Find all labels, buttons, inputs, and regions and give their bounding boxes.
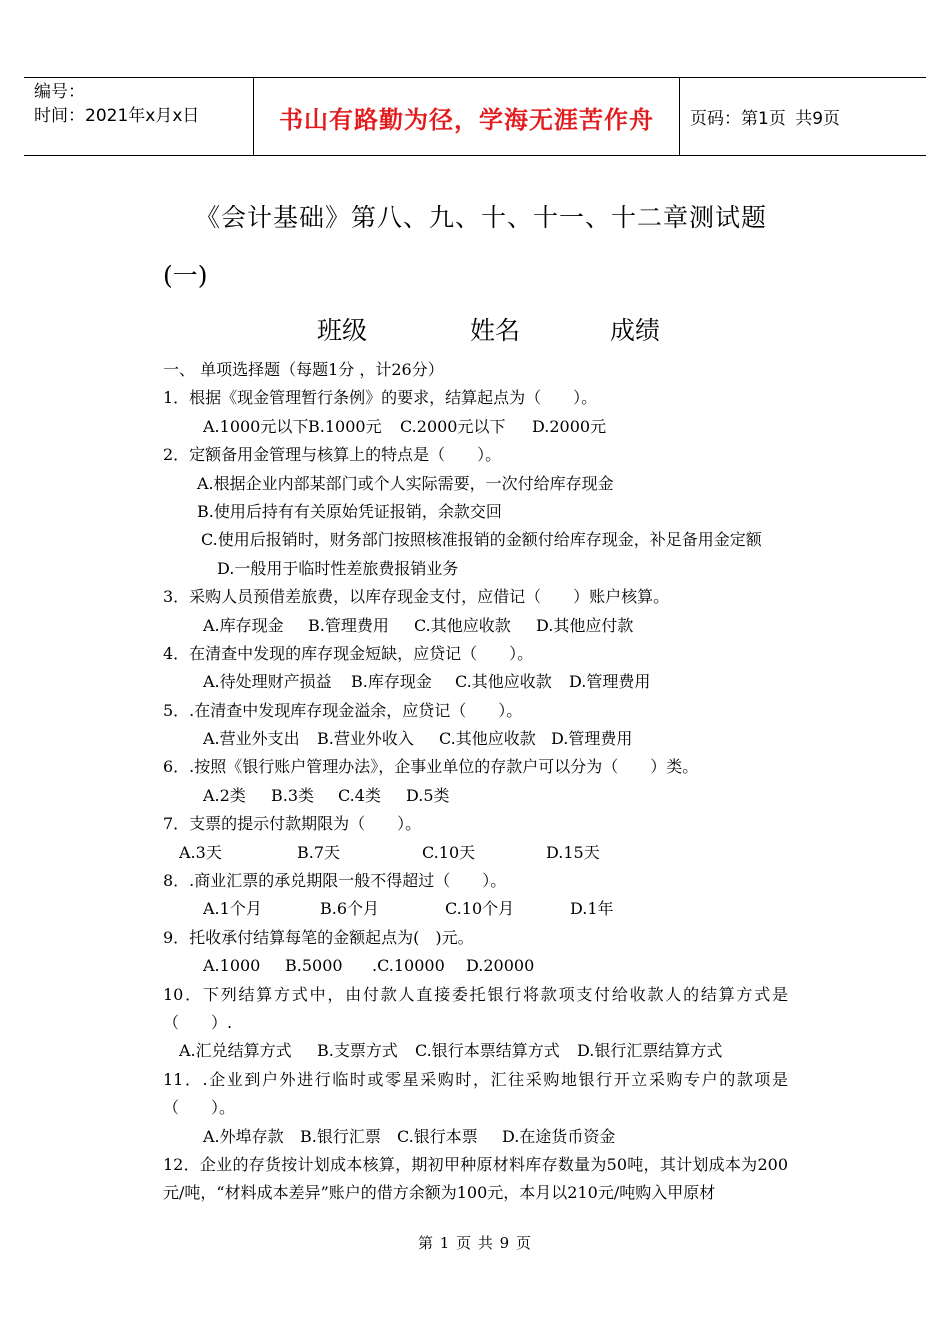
question-8: 8．.商业汇票的承兑期限一般不得超过（ ）。: [163, 871, 507, 891]
question-9-options: [163, 952, 788, 980]
option-a: A.1000元以下: [203, 416, 309, 436]
header-bottom-rule: [24, 155, 926, 156]
document-subtitle: (一): [163, 261, 208, 290]
option-a: A.汇兑结算方式: [179, 1041, 292, 1061]
question-2-option-a: A.根据企业内部某部门或个人实际需要，一次付给库存现金: [197, 473, 614, 493]
header-motto: 书山有路勤为径，学海无涯苦作舟: [279, 106, 654, 134]
option-a: A.1个月: [203, 899, 262, 919]
question-7-options: [163, 839, 788, 867]
option-c: C.10个月: [445, 899, 515, 919]
question-list: [163, 356, 788, 1208]
option-c: C.2000元以下: [400, 416, 506, 436]
option-a: A.营业外支出: [203, 729, 300, 749]
question-2-option-d: D.一般用于临时性差旅费报销业务: [217, 558, 459, 578]
class-label: 班级: [317, 316, 368, 345]
question-1: 1．根据《现金管理暂行条例》的要求，结算起点为（ ）。: [163, 388, 598, 408]
question-1-options: [163, 413, 788, 441]
option-a: A.1000: [203, 956, 261, 976]
option-a: A.库存现金: [203, 615, 284, 635]
option-b: B.3类: [271, 785, 315, 805]
header-top-rule: [24, 77, 926, 78]
question-3: 3．采购人员预借差旅费，以库存现金支付，应借记（ ）账户核算。: [163, 587, 670, 607]
question-6-options: [163, 782, 788, 810]
option-c: C.4类: [338, 785, 381, 805]
option-b: B.支票方式: [317, 1041, 398, 1061]
question-10-options: [163, 1037, 788, 1065]
option-b: B.7天: [297, 842, 341, 862]
question-12: 12．企业的存货按计划成本核算，期初甲种原材料库存数量为50吨，其计划成本为200元/吨，“材料成本差异”账户的借方余额为100元，本月以210元/吨购入甲原材: [163, 1155, 788, 1203]
option-c: C.其他应收款: [455, 672, 552, 692]
option-c: C.银行本票: [397, 1126, 478, 1146]
option-d: D.在途货币资金: [502, 1126, 616, 1146]
question-2-option-b: B.使用后持有有关原始凭证报销，余款交回: [197, 501, 502, 521]
option-d: D.1年: [570, 899, 614, 919]
question-5-options: [163, 725, 788, 753]
question-11: 11．.企业到户外进行临时或零星采购时，汇往采购地银行开立采购专户的款项是（ ）。: [163, 1069, 788, 1118]
question-4-options: [163, 668, 788, 696]
question-8-options: [163, 895, 788, 923]
option-d: D.15天: [546, 842, 600, 862]
option-b: B.1000元: [308, 416, 382, 436]
option-d: D.20000: [466, 956, 535, 976]
option-b: B.6个月: [320, 899, 380, 919]
question-7: 7．支票的提示付款期限为（ ）。: [163, 814, 422, 834]
option-d: D.银行汇票结算方式: [577, 1041, 723, 1061]
option-d: D.管理费用: [551, 729, 633, 749]
option-d: D.管理费用: [569, 672, 651, 692]
question-3-options: [163, 612, 788, 640]
document-number-label: 编号：: [34, 82, 85, 102]
option-b: B.管理费用: [308, 615, 389, 635]
option-d: D.其他应付款: [536, 615, 634, 635]
option-c: C.其他应收款: [439, 729, 536, 749]
page-footer: 第 1 页 共 9 页: [418, 1234, 532, 1252]
option-a: A.待处理财产损益: [203, 672, 332, 692]
option-b: B.银行汇票: [300, 1126, 381, 1146]
option-b: B.营业外收入: [317, 729, 414, 749]
page-number-label: 页码：第1页: [690, 109, 786, 129]
header-page-info: [690, 104, 844, 129]
option-a: A.2类: [203, 785, 246, 805]
option-a: A.外埠存款: [203, 1126, 284, 1146]
header-meta: [34, 80, 199, 128]
header-divider: [679, 78, 680, 155]
document-time-label: 时间：2021年x月x日: [34, 106, 200, 126]
question-4: 4．在清查中发现的库存现金短缺，应贷记（ ）。: [163, 643, 534, 663]
question-2-option-c: C.使用后报销时，财务部门按照核准报销的金额付给库存现金，补足备用金定额: [201, 530, 762, 550]
option-d: D.5类: [406, 785, 450, 805]
score-label: 成绩: [610, 316, 661, 345]
option-b: B.5000: [285, 956, 343, 976]
question-5: 5．.在清查中发现库存现金溢余，应贷记（ ）。: [163, 700, 523, 720]
option-c: C.其他应收款: [414, 615, 511, 635]
option-b: B.库存现金: [351, 672, 432, 692]
question-9: 9．托收承付结算每笔的金额起点为( )元。: [163, 927, 474, 947]
question-6: 6．.按照《银行账户管理办法》，企事业单位的存款户可以分为（ ）类。: [163, 757, 699, 777]
option-d: D.2000元: [532, 416, 607, 436]
page-total-label: 共9页: [795, 109, 841, 129]
document-title: 《会计基础》第八、九、十、十一、十二章测试题: [195, 203, 768, 232]
question-10: 10．下列结算方式中，由付款人直接委托银行将款项支付给收款人的结算方式是（ ）.: [163, 984, 788, 1032]
option-c: .C.10000: [372, 956, 445, 976]
question-11-options: [163, 1123, 788, 1151]
section-heading: 一、 单项选择题（每题1分 ，计26分）: [163, 360, 444, 379]
option-c: C.银行本票结算方式: [415, 1041, 560, 1061]
option-c: C.10天: [422, 842, 476, 862]
option-a: A.3天: [179, 842, 222, 862]
question-2: 2．定额备用金管理与核算上的特点是（ ）。: [163, 445, 502, 465]
name-label: 姓名: [470, 316, 521, 345]
